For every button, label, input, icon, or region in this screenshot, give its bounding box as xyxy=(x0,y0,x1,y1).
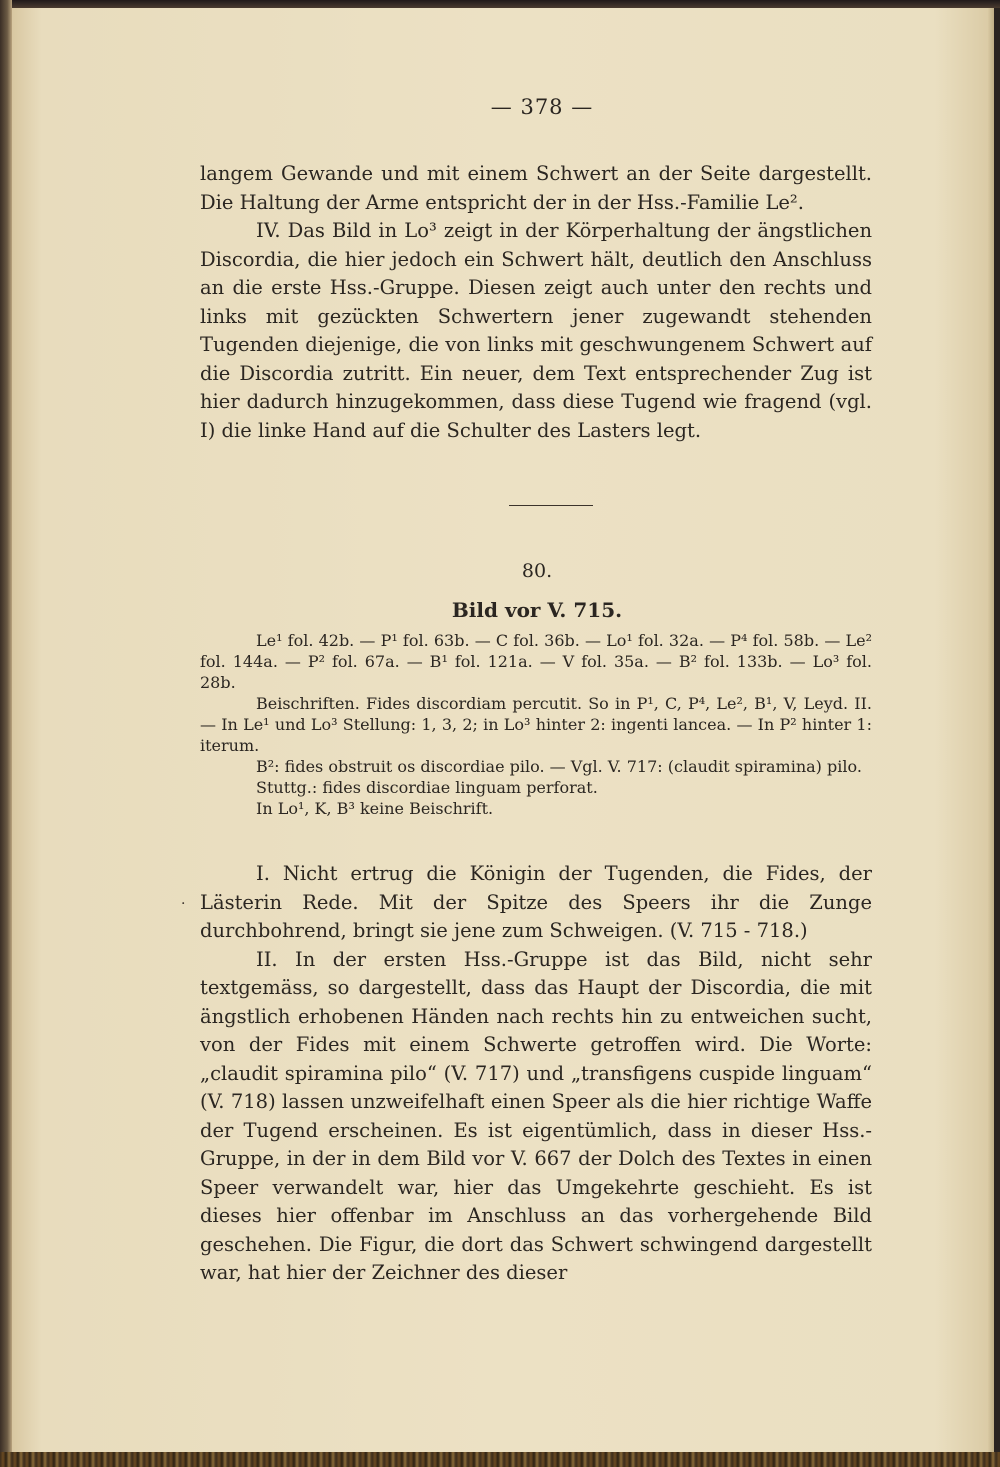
page-number: — 378 — xyxy=(490,95,594,119)
folio-list: Le¹ fol. 42b. — P¹ fol. 63b. — C fol. 36b. — Lo¹ fol. 32a. — P⁴ fol. 58b. — Le² fol. 144a. — P² fol. 67a. — B¹ fol. 121a. — V fol. 35a. — B² fol. 133b. — Lo³ fol. 28b. xyxy=(200,631,872,692)
keine-beischrift-note: In Lo¹, K, B³ keine Beischrift. xyxy=(256,799,494,818)
book-page xyxy=(12,8,994,1452)
bottom-text-block xyxy=(200,860,872,1288)
margin-mark: · xyxy=(181,896,186,912)
book-binding-left xyxy=(0,0,12,1467)
paragraph-continuation: langem Gewande und mit einem Schwert an der Seite dargestellt. Die Haltung der Arme entspricht der in der Hss.-Familie Le². xyxy=(200,162,872,214)
manuscript-references xyxy=(200,630,872,819)
paragraph-ii: II. In der ersten Hss.-Gruppe ist das Bild, nicht sehr textgemäss, so dargestellt, dass das Haupt der Discordia, die mit ängstlich erhobenen Händen nach rechts hin zu entweichen sucht, von der Fides mit einem Schwerte getroffen wird. Die Worte: „claudit spiramina pilo“ (V. 717) und „transfigens cuspide linguam“ (V. 718) lassen unzweifelhaft einen Speer als die hier richtige Waffe der Tugend erscheinen. Es ist eigentümlich, dass in dieser Hss.-Gruppe, in der in dem Bild vor V. 667 der Dolch des Textes in einen Speer verwandelt war, hier das Umgekehrte geschieht. Es ist dieses hier offenbar im Anschluss an das vorhergehende Bild geschehen. Die Figur, die dort das Schwert schwingend dargestellt war, hat hier der Zeichner des dieser xyxy=(200,947,872,1284)
book-binding-top xyxy=(0,0,1000,8)
top-text-block xyxy=(200,160,872,445)
beischriften-note: Beischriften. Fides discordiam percutit. So in P¹, C, P⁴, Le², B¹, V, Leyd. II. — In Le¹ und Lo³ Stellung: 1, 3, 2; in Lo³ hinter 2: ingenti lancea. — In P² hinter 1: iterum. xyxy=(200,694,872,755)
section-number: 80. xyxy=(521,560,553,582)
book-binding-bottom xyxy=(0,1452,1000,1467)
paragraph-iv: IV. Das Bild in Lo³ zeigt in der Körperhaltung der ängstlichen Discordia, die hier jedoch ein Schwert hält, deutlich den Anschluss an die erste Hss.-Gruppe. Diesen zeigt auch unter den rechts und links mit gezückten Schwertern jener zugewandt stehenden Tugenden diejenige, die von links mit geschwungenem Schwert auf die Discordia zutritt. Ein neuer, dem Text entsprechender Zug ist hier dadurch hinzugekommen, dass diese Tugend wie fragend (vgl. I) die linke Hand auf die Schulter des Lasters legt. xyxy=(200,219,872,442)
section-divider xyxy=(509,505,593,506)
section-title: Bild vor V. 715. xyxy=(451,598,623,622)
paragraph-i: I. Nicht ertrug die Königin der Tugenden, die Fides, der Lästerin Rede. Mit der Spitze des Speers ihr die Zunge durchbohrend, bringt sie jene zum Schweigen. (V. 715 - 718.) xyxy=(200,862,872,942)
page-edge xyxy=(988,8,994,1452)
stuttg-note: Stuttg.: fides discordiae linguam perforat. xyxy=(256,778,598,797)
b2-note: B²: fides obstruit os discordiae pilo. — Vgl. V. 717: (claudit spiramina) pilo. xyxy=(256,757,862,776)
